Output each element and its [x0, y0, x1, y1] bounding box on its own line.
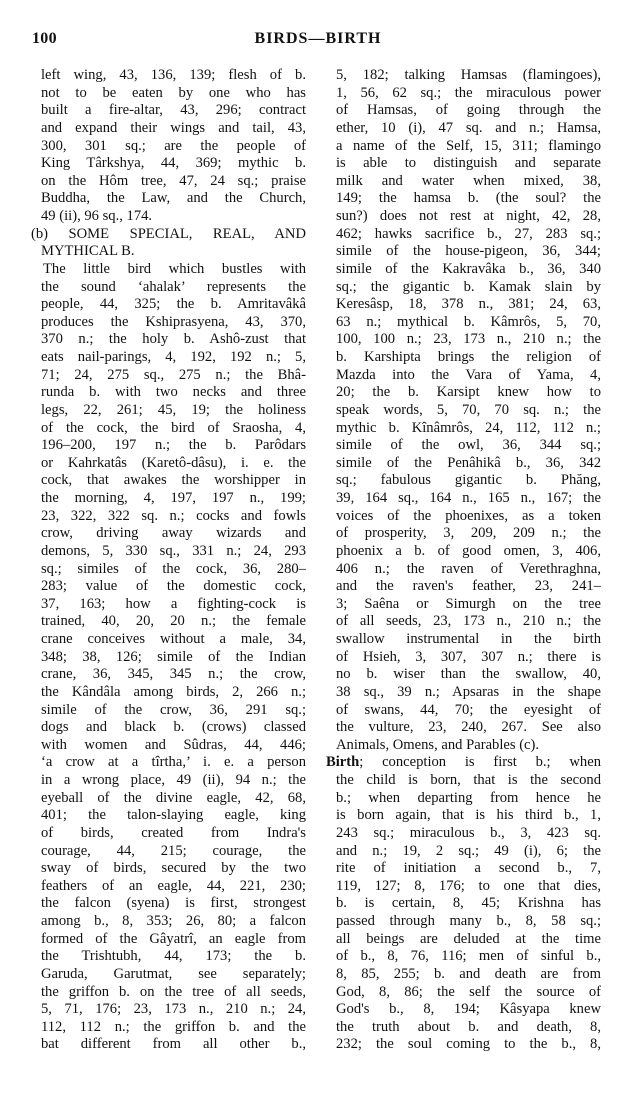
index-line: or Kahrkatâs (Karetô-dâsu), i. e. the — [41, 454, 306, 471]
index-line: crane, 36, 345, 345 n.; the crow, — [41, 666, 306, 683]
index-line: MYTHICAL B. — [41, 243, 135, 260]
index-line: 401; the talon-slaying eagle, king — [41, 807, 306, 824]
index-line: cock, that awakes the worshipper in — [41, 472, 306, 489]
index-line: is born again, that is his third b., 1, — [336, 807, 601, 824]
index-line: all beings are deluded at the time — [336, 930, 601, 947]
index-line: among b., 8, 353; 26, 80; a falcon — [41, 913, 306, 929]
index-line: the child is born, that is the second — [336, 772, 601, 788]
index-line: 119, 127; 8, 176; to one that dies, — [336, 877, 601, 894]
index-line: simile of the owl, 36, 344 sq.; — [336, 437, 601, 454]
index-line: courage, 44, 215; courage, the — [41, 842, 306, 859]
index-line: 232; the soul coming to the b., 8, — [336, 1036, 601, 1053]
index-line: the griffon b. on the tree of all seeds, — [41, 983, 306, 1000]
index-line: speak words, 5, 70, 70 sq. n.; the — [336, 401, 601, 418]
index-line: 1, 56, 62 sq.; the miraculous power — [336, 84, 601, 101]
index-line: 23, 322, 322 sq. n.; cocks and fowls — [41, 507, 306, 524]
index-line: bat different from all other b., — [41, 1036, 306, 1053]
index-line: voices of the phoenixes, as a token — [336, 507, 601, 524]
index-line: left wing, 43, 136, 139; flesh of b. — [41, 67, 306, 83]
index-line: is able to distinguish and separate — [336, 155, 601, 172]
index-line: and expand their wings and tail, 43, — [41, 119, 306, 136]
index-line: mythic b. Kînâmrôs, 24, 112, 112 n.; — [336, 419, 601, 436]
index-line: sway of birds, secured by the two — [41, 860, 306, 877]
index-line: simile of the Kakravâka b., 36, 340 — [336, 260, 601, 277]
index-line: formed of the Gâyatrî, an eagle from — [41, 930, 306, 947]
index-line: eyeball of the divine eagle, 42, 68, — [41, 789, 306, 806]
index-line: Mazda into the Vara of Yama, 4, — [336, 366, 601, 383]
index-line: 462; hawks sacrifice b., 27, 283 sq.; — [336, 225, 601, 242]
index-line: of birds, created from Indra's — [41, 824, 306, 841]
index-line: crane conceives without a male, 34, — [41, 631, 306, 647]
index-line: phoenix a b. of good omen, 3, 406, — [336, 542, 601, 559]
index-line: and n.; 19, 2 sq.; 49 (i), 6; the — [336, 842, 601, 859]
index-line: sq.; the gigantic b. Kamak slain by — [336, 278, 601, 295]
index-line: King Târkshya, 44, 369; mythic b. — [41, 155, 306, 172]
index-line: swallow instrumental in the birth — [336, 631, 601, 647]
index-line: 112, 112 n.; the griffon b. and the — [41, 1018, 306, 1035]
index-line: people, 44, 325; the b. Amritavâkâ — [41, 296, 306, 313]
index-line: the falcon (syena) is first, strongest — [41, 895, 306, 912]
index-line: no b. wiser than the swallow, 40, — [336, 666, 601, 683]
index-line: 149; the hamsa b. (the soul? the — [336, 190, 601, 207]
index-line: Garuda, Garutmat, see separately; — [41, 965, 306, 982]
index-line: 39, 164 sq., 164 n., 165 n., 167; the — [336, 490, 601, 506]
index-line: built a fire-altar, 43, 296; contract — [41, 102, 306, 119]
index-line: Keresâsp, 18, 378 n., 381; 24, 63, — [336, 296, 601, 313]
index-line: produces the Kshiprasyena, 43, 370, — [41, 313, 306, 330]
index-line: 283; value of the domestic cock, — [41, 578, 306, 595]
index-line: of swans, 44, 70; the eyesight of — [336, 701, 601, 718]
running-title: BIRDS—BIRTH — [254, 30, 382, 47]
index-line: 100, 100 n.; 23, 173 n., 210 n.; the — [336, 331, 601, 348]
index-line: Birth; conception is first b.; when — [326, 754, 601, 771]
index-line: the sound ‘ahalak’ represents the — [41, 278, 306, 295]
index-line: dogs and black b. (crows) classed — [41, 719, 306, 736]
index-line: trained, 40, 20, 20 n.; the female — [41, 613, 306, 630]
left-column — [31, 67, 306, 1087]
index-line: passed through many b., 8, 58 sq.; — [336, 913, 601, 929]
index-line: b. is certain, 8, 45; Krishna has — [336, 895, 601, 912]
index-line: of Hamsas, of going through the — [336, 102, 601, 119]
index-line: and the raven's feather, 23, 241– — [336, 578, 601, 595]
index-line: b.; when departing from hence he — [336, 789, 601, 806]
index-line: 3; Saêna or Simurgh on the tree — [336, 595, 601, 612]
index-line: the Kândâla among birds, 2, 266 n.; — [41, 683, 306, 700]
index-line: of all seeds, 23, 173 n., 210 n.; the — [336, 613, 601, 630]
index-line: the Trishtubh, 44, 173; the b. — [41, 948, 306, 965]
index-line: simile of the house-pigeon, 36, 344; — [336, 243, 601, 260]
index-line: 8, 85, 255; b. and death are from — [336, 965, 601, 982]
index-line: crow, driving away wizards and — [41, 525, 306, 542]
index-line: simile of the Penâhikâ b., 36, 342 — [336, 454, 601, 471]
index-line: 20; the b. Karsipt knew how to — [336, 384, 601, 401]
index-line: God, 8, 86; the self the source of — [336, 983, 601, 1000]
index-line: 243 sq.; miraculous b., 3, 423 sq. — [336, 824, 601, 841]
index-line: of Hsieh, 3, 307, 307 n.; there is — [336, 648, 601, 665]
index-line: the truth about b. and death, 8, — [336, 1018, 601, 1035]
index-line: 406 n.; the raven of Verethraghna, — [336, 560, 601, 577]
index-line: runda b. with two necks and three — [41, 384, 306, 401]
index-line: 348; 38, 126; simile of the Indian — [41, 648, 306, 665]
page-header — [32, 30, 604, 52]
index-line: milk and water when mixed, 38, — [336, 172, 601, 189]
index-line: not to be eaten by one who has — [41, 84, 306, 101]
index-line: ‘a crow at a tîrtha,’ i. e. a person — [41, 754, 306, 771]
index-line: 38 sq., 39 n.; Apsaras in the shape — [336, 683, 601, 700]
index-line: of prosperity, 3, 209, 209 n.; the — [336, 525, 601, 542]
index-line: 5, 71, 176; 23, 173 n., 210 n.; 24, — [41, 1001, 306, 1018]
page-number: 100 — [32, 30, 57, 47]
entry-head-word: Birth — [326, 754, 360, 771]
index-line: 5, 182; talking Hamsas (flamingoes), — [336, 67, 601, 83]
index-line: 63 n.; mythical b. Kâmrôs, 5, 70, — [336, 313, 601, 330]
index-line: rite of initiation a second b., 7, — [336, 860, 601, 877]
index-line: demons, 5, 330 sq., 331 n.; 24, 293 — [41, 542, 306, 559]
index-line: 37, 163; how a fighting-cock is — [41, 595, 306, 612]
index-line: a name of the Self, 15, 311; flamingo — [336, 137, 601, 154]
index-line: of b., 8, 76, 116; men of sinful b., — [336, 948, 601, 965]
index-line: 49 (ii), 96 sq., 174. — [41, 208, 153, 224]
index-line: God's b., 8, 194; Kâsyapa knew — [336, 1001, 601, 1018]
index-line: on the Hôm tree, 47, 24 sq.; praise — [41, 172, 306, 189]
index-line: Animals, Omens, and Parables (c). — [336, 736, 540, 753]
index-line: legs, 22, 261; 45, 19; the holiness — [41, 401, 306, 418]
index-line: feathers of an eagle, 44, 221, 230; — [41, 877, 306, 894]
index-line: 370 n.; the holy b. Ashô-zust that — [41, 331, 306, 348]
index-line: (b) SOME SPECIAL, REAL, AND — [31, 225, 306, 242]
index-line: the vulture, 23, 240, 267. See also — [336, 719, 601, 736]
index-line: the morning, 4, 197, 197 n., 199; — [41, 490, 306, 506]
index-line: eats nail-parings, 4, 192, 192 n.; 5, — [41, 349, 306, 365]
index-line: simile of the crow, 36, 291 sq.; — [41, 701, 306, 718]
right-column — [326, 67, 601, 1087]
index-line: with women and Sûdras, 44, 446; — [41, 736, 306, 753]
index-line: The little bird which bustles with — [43, 260, 306, 277]
index-line: b. Karshipta brings the religion of — [336, 349, 601, 365]
index-line: 196–200, 197 n.; the b. Parôdars — [41, 437, 306, 454]
index-line: 300, 301 sq.; are the people of — [41, 137, 306, 154]
index-line: Buddha, the Law, and the Church, — [41, 190, 306, 207]
index-line: of the cock, the bird of Sraosha, 4, — [41, 419, 306, 436]
index-line: sq.; similes of the cock, 36, 280– — [41, 560, 306, 577]
index-line: 71; 24, 275 sq., 275 n.; the Bhâ- — [41, 366, 306, 383]
index-line: in a wrong place, 49 (ii), 94 n.; the — [41, 772, 306, 788]
index-line: sun?) does not rest at night, 42, 28, — [336, 208, 601, 224]
index-line: sq.; fabulous gigantic b. Phăng, — [336, 472, 601, 489]
index-line: ether, 10 (i), 47 sq. and n.; Hamsa, — [336, 119, 601, 136]
